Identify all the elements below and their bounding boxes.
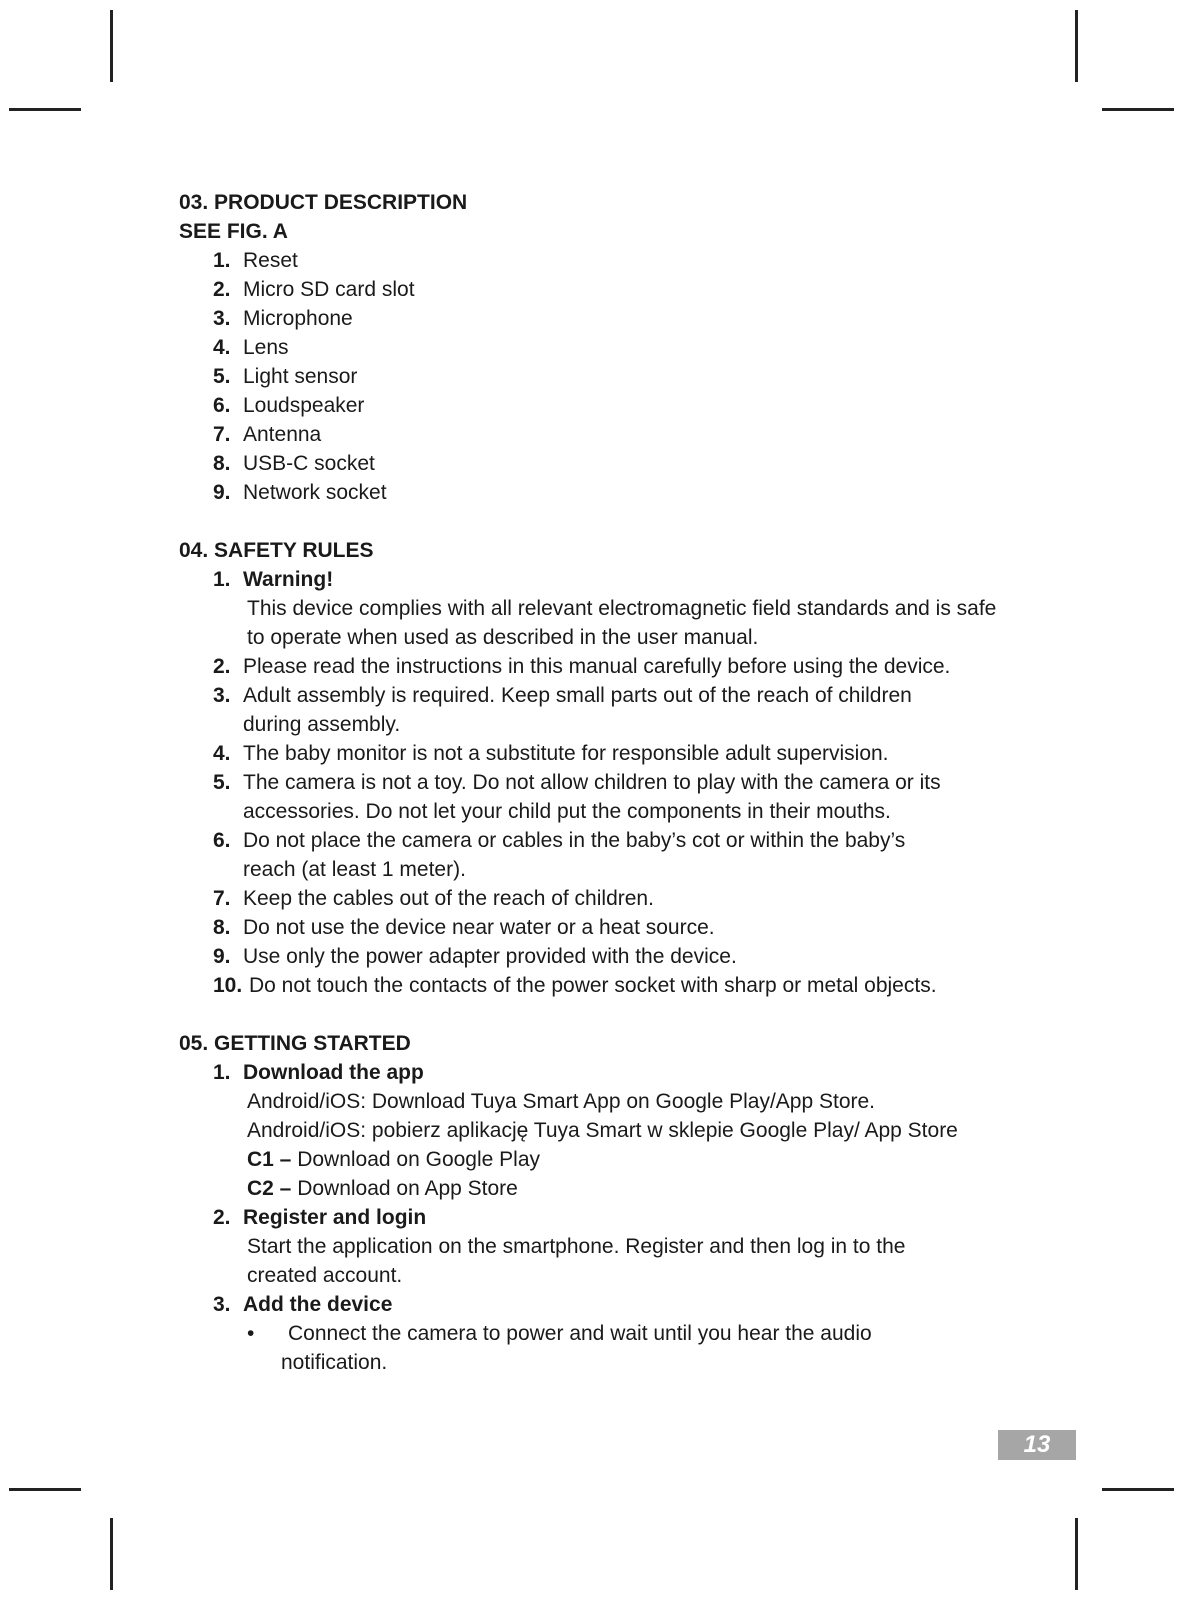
item-number: 4.	[213, 336, 231, 359]
item-number: 9.	[213, 481, 231, 504]
list-item	[179, 275, 1009, 304]
list-item	[179, 478, 1009, 507]
item-text: Do not place the camera or cables in the baby’s cot or within the baby’s reach (at least 1 meter).	[243, 829, 906, 881]
list-item	[179, 420, 1009, 449]
c1-label: C1 –	[247, 1148, 292, 1171]
list-item	[179, 739, 1009, 768]
item-text: Micro SD card slot	[243, 278, 415, 301]
section-getting-started	[179, 1029, 1009, 1377]
item-number: 3.	[213, 307, 231, 330]
item-number: 1.	[213, 249, 231, 272]
item-number: 1.	[213, 568, 231, 591]
item-number: 2.	[213, 278, 231, 301]
list-item	[179, 362, 1009, 391]
list-item	[179, 391, 1009, 420]
item-number: 3.	[213, 684, 231, 707]
item-text: Reset	[243, 249, 298, 272]
section-spacer	[179, 507, 1009, 536]
item-number: 9.	[213, 945, 231, 968]
item-text: The camera is not a toy. Do not allow children to play with the camera or its accessories. Do not let your child put the components in their mouths.	[243, 771, 941, 823]
c1-text: Download on Google Play	[291, 1148, 541, 1171]
item-number: 2.	[213, 655, 231, 678]
c2-label: C2 –	[247, 1177, 292, 1200]
item-text: Do not touch the contacts of the power socket with sharp or metal objects.	[249, 974, 937, 997]
crop-mark-bottom-left-vertical	[110, 1518, 113, 1590]
download-google-play	[243, 1145, 1009, 1174]
list-item	[179, 246, 1009, 275]
list-item	[179, 449, 1009, 478]
list-item	[179, 681, 1009, 739]
item-text: Antenna	[243, 423, 322, 446]
item-number: 6.	[213, 394, 231, 417]
item-number: 3.	[213, 1293, 231, 1316]
item-text: Lens	[243, 336, 289, 359]
item-heading: Download the app	[243, 1061, 424, 1084]
crop-mark-bottom-left-horizontal	[9, 1488, 81, 1491]
section-title: 04. SAFETY RULES	[179, 539, 374, 562]
item-text: Microphone	[243, 307, 353, 330]
item-text: This device complies with all relevant electromagnetic field standards and is safe to operate when used as described in the user manual.	[247, 597, 997, 649]
bullet-text: Connect the camera to power and wait until you hear the audio notification.	[281, 1322, 872, 1374]
item-text: Adult assembly is required. Keep small parts out of the reach of children during assembly.	[243, 684, 912, 736]
item-text: Loudspeaker	[243, 394, 365, 417]
item-number: 7.	[213, 887, 231, 910]
item-text: Do not use the device near water or a heat source.	[243, 916, 715, 939]
list-item	[179, 652, 1009, 681]
crop-mark-top-left-vertical	[110, 10, 113, 82]
item-heading: Warning!	[243, 568, 334, 591]
list-item	[179, 565, 1009, 652]
item-text: The baby monitor is not a substitute for responsible adult supervision.	[243, 742, 889, 765]
item-text: Android/iOS: Download Tuya Smart App on Google Play/App Store.	[247, 1090, 876, 1113]
item-text: USB-C socket	[243, 452, 375, 475]
item-number: 8.	[213, 916, 231, 939]
page-content	[179, 188, 1009, 1377]
item-number: 4.	[213, 742, 231, 765]
item-heading: Register and login	[243, 1206, 427, 1229]
item-number: 7.	[213, 423, 231, 446]
list-item	[179, 1290, 1009, 1377]
list-item	[179, 1203, 1009, 1290]
list-item	[179, 971, 1009, 1000]
parts-list	[179, 246, 1009, 507]
item-text: Start the application on the smartphone. Register and then log in to the created account.	[247, 1235, 906, 1287]
item-number: 5.	[213, 771, 231, 794]
section-subtitle: SEE FIG. A	[179, 220, 288, 243]
bullet-dot: •	[247, 1322, 255, 1345]
item-text-polish: Android/iOS: pobierz aplikację Tuya Smart w sklepie Google Play/ App Store	[247, 1119, 958, 1142]
item-text: Use only the power adapter provided with the device.	[243, 945, 737, 968]
crop-mark-bottom-right-horizontal	[1102, 1488, 1174, 1491]
crop-mark-top-left-horizontal	[9, 108, 81, 111]
crop-mark-top-right-vertical	[1075, 10, 1078, 82]
item-number: 2.	[213, 1206, 231, 1229]
list-item	[179, 1058, 1009, 1203]
section-title: 03. PRODUCT DESCRIPTION	[179, 191, 468, 214]
steps-list	[179, 1058, 1009, 1377]
section-title: 05. GETTING STARTED	[179, 1032, 411, 1055]
list-item	[179, 304, 1009, 333]
list-item	[179, 826, 1009, 884]
item-number: 6.	[213, 829, 231, 852]
item-number: 8.	[213, 452, 231, 475]
c2-text: Download on App Store	[291, 1177, 518, 1200]
item-text: Please read the instructions in this manual carefully before using the device.	[243, 655, 951, 678]
section-product-description	[179, 188, 1009, 507]
download-app-store	[243, 1174, 1009, 1203]
item-text: Network socket	[243, 481, 387, 504]
item-number: 5.	[213, 365, 231, 388]
crop-mark-bottom-right-vertical	[1075, 1518, 1078, 1590]
item-text: Keep the cables out of the reach of children.	[243, 887, 654, 910]
list-item	[179, 884, 1009, 913]
list-item	[179, 913, 1009, 942]
page-number: 13	[998, 1430, 1076, 1460]
list-item	[179, 942, 1009, 971]
item-number: 10.	[213, 974, 243, 997]
item-number: 1.	[213, 1061, 231, 1084]
crop-mark-top-right-horizontal	[1102, 108, 1174, 111]
item-heading: Add the device	[243, 1293, 393, 1316]
list-item	[179, 768, 1009, 826]
section-spacer	[179, 1000, 1009, 1029]
section-safety-rules	[179, 536, 1009, 1000]
safety-list	[179, 565, 1009, 1000]
item-text: Light sensor	[243, 365, 358, 388]
list-item	[179, 333, 1009, 362]
bullet-item	[243, 1319, 1009, 1377]
